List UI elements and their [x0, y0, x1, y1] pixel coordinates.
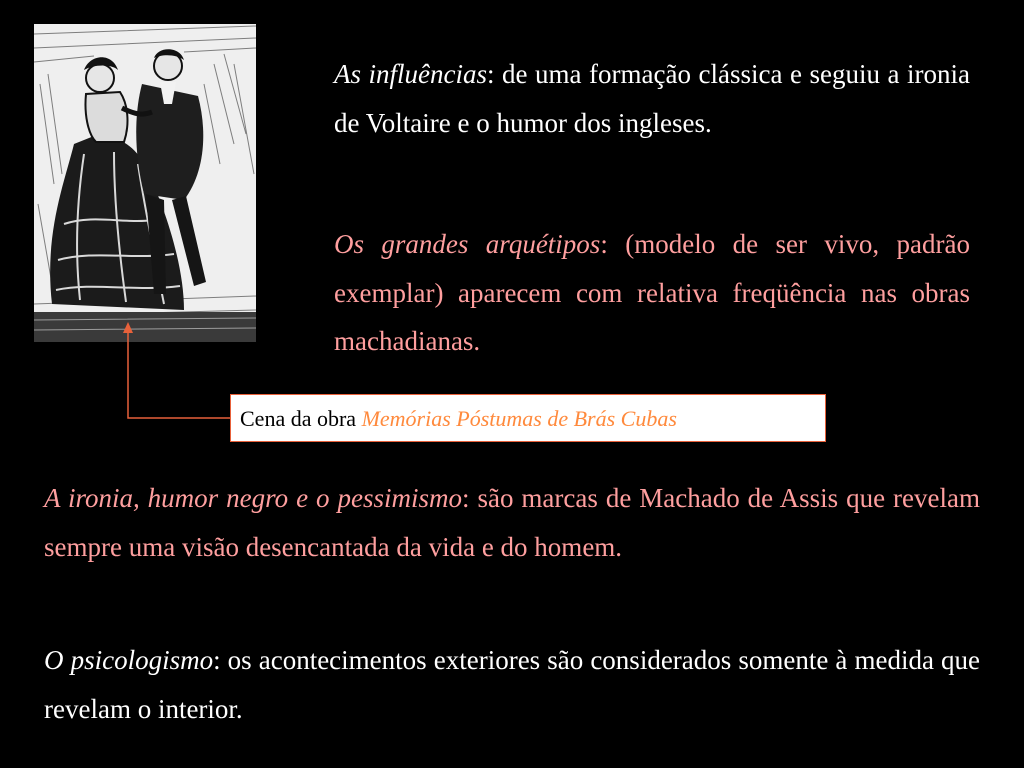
caption-work-title: Memórias Póstumas de Brás Cubas [361, 406, 677, 431]
caption-prefix: Cena da obra [240, 406, 362, 431]
term-ironia: A ironia, humor negro e o pessimismo [44, 483, 462, 513]
paragraph-arquetipos [334, 220, 970, 366]
term-influencias: As influências [334, 59, 488, 89]
text-influencias: : de uma formação clássica e seguiu a ironia de Voltaire e o humor dos ingleses. [334, 59, 970, 138]
text-ironia: : são marcas de Machado de Assis que revelam sempre uma visão desencantada da vida e do homem. [44, 483, 980, 562]
text-psicologismo: : os acontecimentos exteriores são considerados somente à medida que revelam o interior. [44, 645, 980, 724]
paragraph-influencias [334, 50, 970, 147]
text-arquetipos: : (modelo de ser vivo, padrão exemplar) aparecem com relativa freqüência nas obras machadianas. [334, 229, 970, 356]
caption-text [240, 405, 677, 433]
paragraph-ironia [44, 474, 980, 571]
term-psicologismo: O psicologismo [44, 645, 214, 675]
term-arquetipos: Os grandes arquétipos [334, 229, 601, 259]
paragraph-psicologismo [44, 636, 980, 733]
